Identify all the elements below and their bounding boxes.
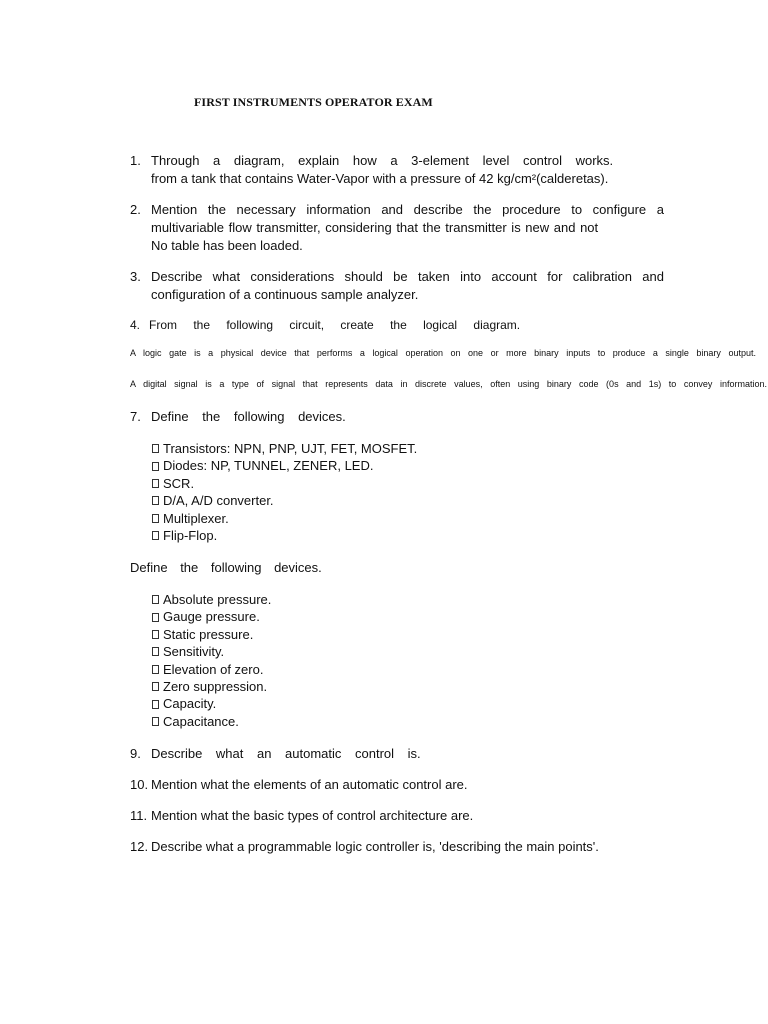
list-item-text: Capacity. <box>163 696 217 712</box>
list-item-text: Capacitance. <box>163 713 239 729</box>
list-item <box>152 527 417 544</box>
question-10 <box>130 776 664 794</box>
question-number: 1. <box>130 153 141 168</box>
list-item <box>152 626 271 643</box>
question-9 <box>130 745 664 763</box>
question-text-line: From the following circuit, create the logical diagram. <box>149 318 521 332</box>
list-item-text: Elevation of zero. <box>163 661 264 677</box>
question-text-line: Describe what a programmable logic controller is, 'describing the main points'. <box>151 839 599 854</box>
list-item-text: Gauge pressure. <box>163 609 260 625</box>
list-item-text: Flip-Flop. <box>163 528 218 544</box>
list-item <box>152 678 271 695</box>
checkbox-square-icon <box>152 595 159 604</box>
question-text-line: Mention what the elements of an automatic control are. <box>151 777 468 792</box>
list-item <box>152 510 417 527</box>
list-item-text: Diodes: NP, TUNNEL, ZENER, LED. <box>163 458 374 474</box>
question-text-line: configuration of a continuous sample analyzer. <box>151 287 419 302</box>
checkbox-square-icon <box>152 613 159 622</box>
checkbox-square-icon <box>152 531 159 540</box>
list-item <box>152 440 417 457</box>
question-text-line: Mention what the basic types of control architecture are. <box>151 808 474 823</box>
question-number: 3. <box>130 269 141 284</box>
checkbox-square-icon <box>152 700 159 709</box>
question-text-line: Through a diagram, explain how a 3-element level control works. <box>151 153 614 168</box>
question-text-line: Define the following devices. <box>151 409 346 424</box>
question-8-heading: Define the following devices. <box>130 560 322 575</box>
list-item <box>152 591 271 608</box>
checkbox-square-icon <box>152 462 159 471</box>
device-list-8 <box>152 591 271 730</box>
question-number: 12. <box>130 839 149 854</box>
checkbox-square-icon <box>152 514 159 523</box>
list-item-text: Absolute pressure. <box>163 592 272 607</box>
question-number: 11. <box>130 808 148 823</box>
checkbox-square-icon <box>152 630 159 639</box>
question-2 <box>130 201 664 255</box>
question-3 <box>130 268 664 304</box>
list-item-text: Zero suppression. <box>163 679 268 695</box>
question-1 <box>130 152 664 188</box>
checkbox-square-icon <box>152 479 159 488</box>
checkbox-square-icon <box>152 496 159 505</box>
note-logic-gate: A logic gate is a physical device that performs a logical operation on one or more binary inputs to produce a single binary output. <box>130 348 756 358</box>
question-text-line: No table has been loaded. <box>151 238 303 253</box>
question-text-line: from a tank that contains Water-Vapor with a pressure of 42 kg/cm²(calderetas). <box>151 171 609 186</box>
question-text-line: Mention the necessary information and describe the procedure to configure a <box>151 202 664 217</box>
question-number: 4. <box>130 318 141 332</box>
list-item-text: Multiplexer. <box>163 510 229 526</box>
question-text-line: Describe what an automatic control is. <box>151 746 421 761</box>
note-digital-signal: A digital signal is a type of signal that represents data in discrete values, often using binary code (0s and 1s) to convey information. <box>130 379 767 389</box>
page-title: FIRST INSTRUMENTS OPERATOR EXAM <box>194 95 433 109</box>
list-item-text: Sensitivity. <box>163 644 225 660</box>
list-item-text: D/A, A/D converter. <box>163 493 274 509</box>
question-text-line: Describe what considerations should be taken into account for calibration and <box>151 269 664 284</box>
checkbox-square-icon <box>152 647 159 656</box>
question-number: 9. <box>130 746 141 761</box>
checkbox-square-icon <box>152 444 159 453</box>
list-item-text: Static pressure. <box>163 626 254 642</box>
list-item <box>152 475 417 492</box>
question-number: 2. <box>130 202 141 217</box>
question-number: 10. <box>130 777 149 792</box>
checkbox-square-icon <box>152 665 159 674</box>
list-item-text: Transistors: NPN, PNP, UJT, FET, MOSFET. <box>163 441 418 456</box>
question-number: 7. <box>130 409 141 424</box>
list-item <box>152 661 271 678</box>
device-list-7 <box>152 440 417 544</box>
checkbox-square-icon <box>152 682 159 691</box>
question-11 <box>130 807 664 825</box>
list-item-text: SCR. <box>163 475 195 491</box>
question-4 <box>130 316 521 334</box>
list-item <box>152 713 271 730</box>
checkbox-square-icon <box>152 717 159 726</box>
question-text-line: multivariable flow transmitter, considering that the transmitter is new and not <box>151 220 599 235</box>
list-item <box>152 492 417 509</box>
list-item <box>152 608 271 625</box>
list-item <box>152 643 271 660</box>
list-item <box>152 695 271 712</box>
list-item <box>152 457 417 474</box>
question-7 <box>130 408 664 426</box>
question-12 <box>130 838 664 856</box>
